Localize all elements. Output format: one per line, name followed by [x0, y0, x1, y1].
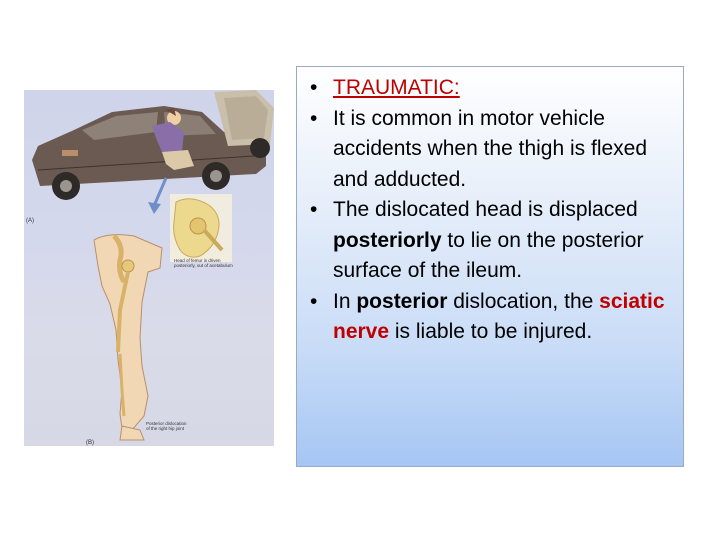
pelvis-inset-drawing: [170, 194, 232, 262]
bullet-item-displaced-head: [307, 195, 681, 287]
bullet-item-sciatic-nerve: [307, 287, 681, 348]
bullet-marker: •: [310, 198, 318, 221]
dislocation-illustration: [24, 90, 274, 446]
bullet-marker: •: [310, 106, 318, 130]
caption-posterior-dislocation: Posterior dislocation of the right hip joint: [146, 421, 187, 431]
illustration-drawing: [24, 90, 274, 446]
bullet-marker: •: [310, 289, 318, 313]
bullet-text-displaced-post: to lie on the posterior surface of the ileum.: [333, 228, 644, 282]
bullet-heading-traumatic: TRAUMATIC:: [333, 76, 460, 99]
bullet-text-sciatic-nerve: sciatic nerve: [333, 289, 665, 343]
bullet-item-traumatic: [307, 73, 681, 104]
bullet-text-displaced-pre: The dislocated head is displaced: [333, 198, 638, 221]
bullet-text-box: [296, 66, 684, 467]
panel-label-b: (B): [86, 440, 94, 446]
car-drawing: [32, 90, 274, 200]
bullet-list: [307, 73, 681, 348]
bullet-text-sciatic-post: is liable to be injured.: [389, 320, 593, 343]
leg-drawing: [94, 235, 162, 440]
caption-head-of-femur: Head of femur is driven posteriorly, out of acetabulum: [174, 258, 233, 268]
bullet-text-motor-vehicle: It is common in motor vehicle accidents when the thigh is flexed and adducted.: [333, 106, 648, 191]
bullet-item-motor-vehicle: [307, 104, 681, 196]
bullet-marker: •: [310, 76, 318, 99]
bullet-text-sciatic-pre: In: [333, 289, 357, 313]
bullet-text-posteriorly: posteriorly: [333, 228, 442, 252]
bullet-text-sciatic-mid: dislocation, the: [447, 289, 600, 313]
arrow-drawing: [154, 178, 166, 206]
panel-label-a: (A): [26, 218, 34, 224]
bullet-text-posterior: posterior: [356, 289, 448, 313]
